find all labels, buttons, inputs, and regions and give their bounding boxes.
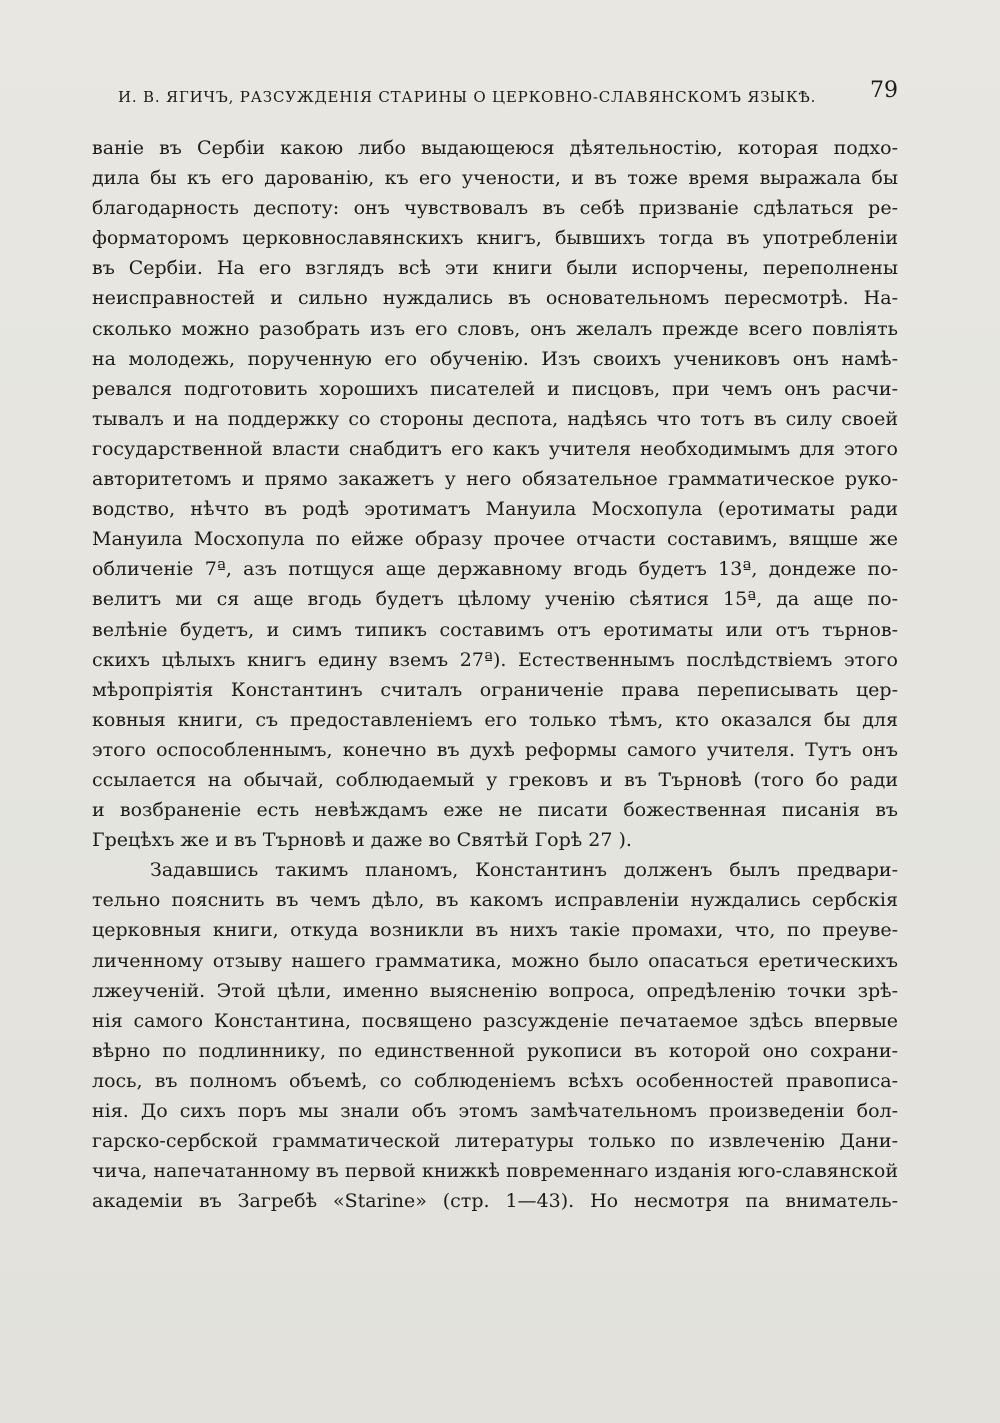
text-line: обличеніе 7ª, азъ потщуся аще державному вгодь будетъ 13ª, дондеже по- — [92, 558, 898, 581]
text-line: мѣропріятія Константинъ считалъ ограниченіе права переписывать цер- — [92, 678, 898, 701]
text-line: тельно пояснить въ чемъ дѣло, въ какомъ исправленіи нуждались сербскія — [92, 889, 898, 912]
text-line: гарско-сербской грамматической литературы только по извлеченію Дани- — [92, 1130, 898, 1153]
text-line: чича, напечатанному въ первой книжкѣ повременнаго изданія юго-славянской — [92, 1160, 898, 1183]
text-line: лжеученій. Этой цѣли, именно выясненію вопроса, опредѣленію точки зрѣ- — [92, 979, 898, 1002]
running-head — [118, 78, 898, 112]
text-line: авторитетомъ и прямо закажетъ у него обязательное грамматическое руко- — [92, 468, 898, 491]
text-line: лось, въ полномъ объемѣ, со соблюденіемъ всѣхъ особенностей правописа- — [92, 1069, 898, 1092]
text-line: Мануила Мосхопула по ейже образу прочее отчасти составимъ, вящше же — [92, 528, 898, 551]
text-line: благодарность деспоту: онъ чувствовалъ въ себѣ призваніе сдѣлаться ре- — [92, 197, 898, 220]
text-line: скихъ цѣлыхъ книгъ едину вземъ 27ª). Естественнымъ послѣдствіемъ этого — [92, 648, 898, 671]
running-title: И. В. ЯГИЧЪ, РАЗСУЖДЕНІЯ СТАРИНЫ О ЦЕРКОВНО-СЛАВЯНСКОМЪ ЯЗЫКѢ. — [118, 88, 817, 106]
text-line: Грецѣхъ же и въ Търновѣ и даже во Святѣй Горѣ 27 ). — [92, 829, 632, 852]
body-text — [92, 133, 898, 1216]
text-line: неисправностей и сильно нуждались въ основательномъ пересмотрѣ. На- — [92, 287, 898, 310]
text-line: велитъ ми ся аще вгодь будетъ цѣлому ученію сѣятися 15ª, да аще по- — [92, 588, 898, 611]
text-line: форматоромъ церковнославянскихъ книгъ, бывшихъ тогда въ употребленіи — [92, 227, 898, 250]
text-line: этого оспособленнымъ, конечно въ духѣ реформы самого учителя. Тутъ онъ — [92, 738, 898, 761]
text-line: сколько можно разобрать изъ его словъ, онъ желалъ прежде всего повліять — [92, 317, 898, 340]
text-line: академіи въ Загребѣ «Starine» (стр. 1—43). Но несмотря па вниматель- — [92, 1190, 898, 1213]
text-line: водство, нѣчто въ родѣ эротиматъ Мануила Мосхопула (еротиматы ради — [92, 498, 898, 521]
page-number: 79 — [870, 78, 898, 103]
text-line: на молодежь, порученную его обученію. Изъ своихъ учениковъ онъ намѣ- — [92, 347, 898, 370]
text-line: государственной власти снабдитъ его какъ учителя необходимымъ для этого — [92, 437, 898, 460]
text-line: дила бы къ его дарованію, къ его учености, и въ тоже время выражала бы — [92, 167, 898, 190]
text-line: церковныя книги, откуда возникли въ нихъ такіе промахи, что, по преуве- — [92, 919, 898, 942]
text-line: ковныя книги, съ предоставленіемъ его только тѣмъ, кто оказался бы для — [92, 708, 898, 731]
text-line: ссылается на обычай, соблюдаемый у грековъ и въ Търновѣ (того бо ради — [92, 768, 898, 791]
text-line: нія. До сихъ поръ мы знали объ этомъ замѣчательномъ произведеніи бол- — [92, 1100, 898, 1122]
text-line: вѣрно по подлиннику, по единственной рукописи въ которой оно сохрани- — [92, 1039, 898, 1062]
text-line: велѣніе будетъ, и симъ типикъ составимъ отъ еротиматы или отъ търнов- — [92, 618, 898, 641]
text-line: тывалъ и на поддержку со стороны деспота, надѣясь что тотъ въ силу своей — [92, 407, 898, 430]
text-line: ревался подготовить хорошихъ писателей и писцовъ, при чемъ онъ расчи- — [92, 377, 898, 400]
text-line: въ Сербіи. На его взглядъ всѣ эти книги были испорчены, переполнены — [92, 257, 898, 280]
text-line: и возбраненіе есть невѣждамъ еже не писати божественная писанія въ — [92, 799, 898, 822]
text-line: Задавшись такимъ планомъ, Константинъ долженъ былъ предвари- — [150, 859, 898, 882]
text-line: личенному отзыву нашего грамматика, можно было опасаться еретическихъ — [92, 949, 898, 972]
text-line: ваніе въ Сербіи какою либо выдающеюся дѣятельностію, которая подхо- — [92, 137, 898, 159]
text-line: нія самого Константина, посвящено разсужденіе печатаемое здѣсь впервые — [92, 1009, 898, 1032]
